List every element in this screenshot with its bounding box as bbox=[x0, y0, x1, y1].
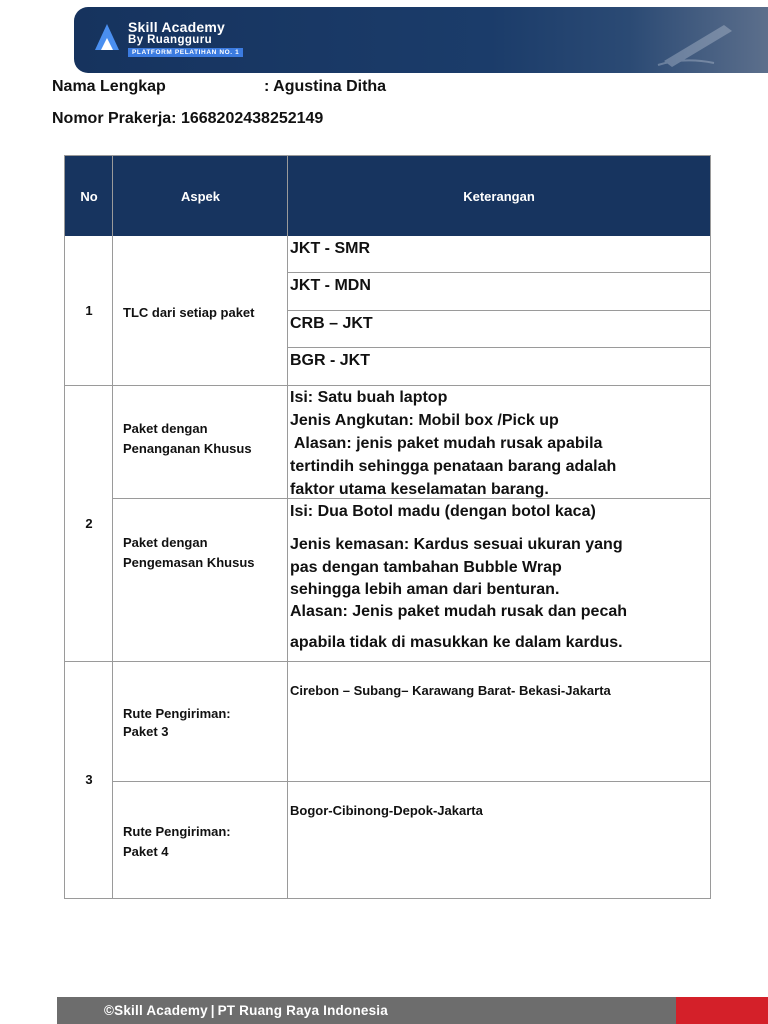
full-name-line bbox=[52, 78, 386, 96]
grid-line bbox=[287, 156, 288, 898]
grid-line bbox=[287, 310, 710, 311]
table-header bbox=[65, 156, 710, 236]
row2a-aspek-line: Paket dengan bbox=[123, 421, 208, 436]
row2b-text-line: sehingga lebih aman dari benturan. bbox=[290, 581, 560, 598]
row3a-aspek-line: Rute Pengiriman: bbox=[123, 706, 231, 721]
row1-aspek: TLC dari setiap paket bbox=[123, 305, 255, 320]
brand-subtitle: By Ruangguru bbox=[128, 34, 213, 46]
skill-academy-logo bbox=[92, 20, 243, 57]
row3b-route: Bogor-Cibinong-Depok-Jakarta bbox=[290, 803, 483, 818]
header-keterangan: Keterangan bbox=[463, 188, 535, 204]
grid-line bbox=[112, 781, 710, 782]
header-no: No bbox=[80, 188, 98, 204]
row1-item: BGR - JKT bbox=[290, 352, 370, 369]
row1-no: 1 bbox=[85, 303, 93, 318]
prakerja-number-value: 1668202438252149 bbox=[180, 110, 324, 127]
grid-line bbox=[287, 272, 710, 273]
full-name-label: Nama Lengkap bbox=[52, 78, 166, 95]
grid-line bbox=[287, 347, 710, 348]
brand-title: Skill Academy bbox=[128, 19, 226, 35]
row2a-text-line: Alasan: jenis paket mudah rusak apabila bbox=[290, 435, 603, 452]
row2a-text-line: tertindih sehingga penataan barang adalah bbox=[290, 458, 617, 475]
footer-copyright: ©Skill Academy | PT Ruang Raya Indonesia bbox=[104, 1003, 388, 1018]
row2b-text-line: pas dengan tambahan Bubble Wrap bbox=[290, 559, 562, 576]
row2a-text-line: faktor utama keselamatan barang. bbox=[290, 481, 549, 498]
row3-no: 3 bbox=[85, 772, 93, 787]
logo-text bbox=[128, 20, 243, 57]
row3b-aspek-line: Paket 4 bbox=[123, 844, 169, 859]
row2b-aspek-line: Paket dengan bbox=[123, 535, 208, 550]
footer-accent bbox=[676, 997, 768, 1024]
row3a-route: Cirebon – Subang– Karawang Barat- Bekasi-Jakarta bbox=[290, 683, 611, 698]
row2a-text-line: Jenis Angkutan: Mobil box /Pick up bbox=[290, 412, 559, 429]
row3b-aspek-line: Rute Pengiriman: bbox=[123, 824, 231, 839]
row2b-aspek-line: Pengemasan Khusus bbox=[123, 555, 255, 570]
row2b-text-line: Isi: Dua Botol madu (dengan botol kaca) bbox=[290, 503, 596, 520]
row2b-text-line: Jenis kemasan: Kardus sesuai ukuran yang bbox=[290, 536, 623, 553]
brand-tagline: PLATFORM PELATIHAN NO. 1 bbox=[128, 48, 243, 57]
row2a-text-line: Isi: Satu buah laptop bbox=[290, 389, 448, 406]
row2b-text-line: Alasan: Jenis paket mudah rusak dan pecah bbox=[290, 603, 628, 620]
prakerja-number-label: Nomor Prakerja: bbox=[52, 110, 177, 127]
row1-item: JKT - MDN bbox=[290, 277, 371, 294]
assignment-table bbox=[64, 155, 711, 899]
row1-item: CRB – JKT bbox=[290, 315, 373, 332]
pen-writing-icon bbox=[654, 17, 744, 69]
grid-line bbox=[65, 661, 710, 662]
full-name-value: : Agustina Ditha bbox=[264, 78, 387, 95]
row3a-aspek-line: Paket 3 bbox=[123, 724, 169, 739]
logo-mark-icon bbox=[92, 20, 122, 54]
row2a-aspek-line: Penanganan Khusus bbox=[123, 441, 252, 456]
header-aspek: Aspek bbox=[180, 188, 221, 204]
row2-no: 2 bbox=[85, 516, 93, 531]
row2b-text-line: apabila tidak di masukkan ke dalam kardus. bbox=[290, 634, 623, 651]
row1-item: JKT - SMR bbox=[290, 240, 370, 257]
prakerja-number-line bbox=[52, 110, 323, 128]
